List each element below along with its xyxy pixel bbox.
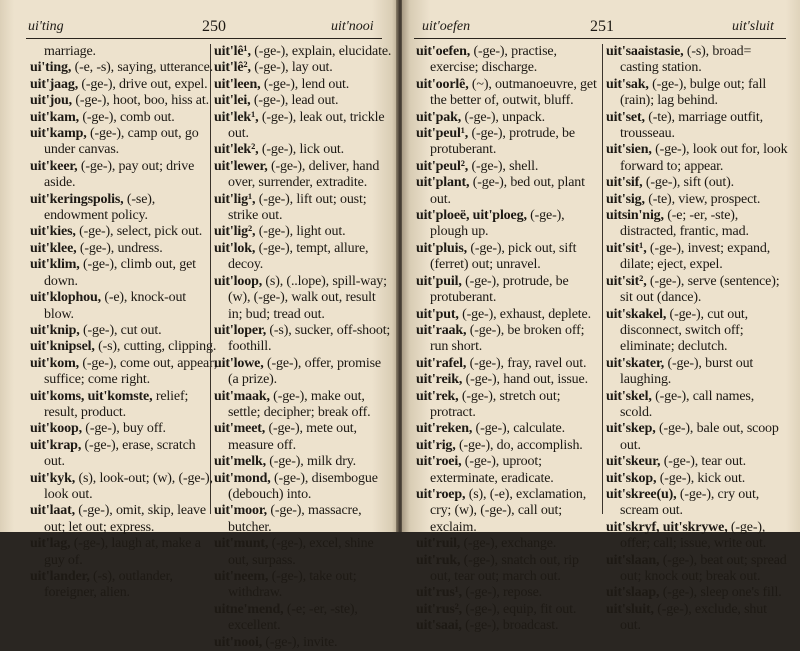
entry-definition: (-ge-), hand out, issue. (462, 372, 588, 388)
entry-definition: (-e; -er, -ste), distracted, frantic, mad. (620, 208, 749, 240)
entry-headword: uit'sif, (606, 175, 643, 191)
entry-headword: uit'puil, (416, 273, 462, 289)
entry-definition: (-ge-), uproot; exterminate, eradicate. (430, 454, 554, 486)
dictionary-entry (416, 323, 600, 356)
dictionary-entry (214, 77, 392, 93)
entry-definition: (-ge-), calculate. (472, 421, 565, 437)
entry-definition: (-ge-), take out; withdraw. (228, 569, 357, 601)
entry-definition: (-ge-), cut out. (79, 322, 162, 338)
entry-headword: uit'rafel, (416, 355, 467, 371)
entry-definition: (-s), broad= casting station. (620, 44, 752, 76)
entry-headword: uit'jaag, (30, 76, 79, 92)
entry-headword: uit'lander, (30, 569, 90, 584)
dictionary-entry (214, 241, 392, 274)
entry-definition: (-ge-), mete out, measure off. (228, 421, 357, 453)
entry-definition: (-e, -s), saying, utterance. (71, 60, 214, 76)
entry-definition: (-ge-), bed out, plant out. (430, 175, 585, 207)
dictionary-entry (416, 110, 600, 126)
entry-headword: uit'klee, (30, 240, 77, 256)
entry-headword: uit'knip, (30, 322, 80, 338)
dictionary-entry (416, 159, 600, 175)
dictionary-entry (214, 503, 392, 536)
dictionary-entry (416, 536, 600, 552)
entry-headword: uit'munt, (214, 536, 269, 552)
dictionary-entry (30, 471, 218, 504)
dictionary-entry (606, 307, 788, 356)
entry-definition: (-ge-), shell. (468, 158, 539, 174)
entry-headword: uit'neem, (214, 569, 269, 584)
entry-definition: (-ge-), omit, skip, leave out; let out; express. (44, 503, 206, 535)
entry-definition: (-ge-), lay out. (250, 60, 333, 76)
right-header-guideword-first: uit'oefen (422, 19, 471, 34)
entry-definition: (-ge-), snatch out, rip out, tear out; march out. (430, 552, 579, 584)
entry-headword: uit'sit¹, (606, 240, 647, 256)
entry-headword: uit'keer, (30, 158, 78, 174)
dictionary-entry (214, 421, 392, 454)
dictionary-entry (30, 536, 218, 569)
entry-definition: (-ge-), disembogue (debouch) into. (228, 470, 378, 502)
entry-headword: uit'peul¹, (416, 126, 469, 142)
dictionary-entry (214, 389, 392, 422)
dictionary-entry (214, 602, 392, 635)
dictionary-entry (606, 487, 788, 520)
dictionary-entry (214, 142, 392, 158)
dictionary-entry (30, 159, 218, 192)
entry-headword: ui'ting, (30, 60, 72, 76)
dictionary-entry (416, 241, 600, 274)
entry-headword: uit'rus¹, (416, 585, 463, 601)
entry-definition: (-ge-), practise, exercise; discharge. (430, 44, 557, 76)
entry-definition: (-ge-), lend out. (260, 76, 350, 92)
dictionary-entry (214, 323, 392, 356)
dictionary-entry (416, 618, 600, 634)
entry-definition: marriage. (44, 44, 96, 59)
dictionary-entry (30, 356, 218, 389)
entry-definition: (-ge-), be broken off; run short. (430, 322, 585, 355)
entry-definition: (-ge-), equip, fit out. (462, 601, 577, 617)
entry-definition: relief; result, product. (44, 388, 189, 420)
entry-definition: (-ge-), buy off. (81, 421, 166, 437)
dictionary-entry (30, 503, 218, 536)
entry-headword: uit'kies, (30, 224, 76, 240)
entry-definition: (-ge-), comb out. (78, 109, 175, 125)
dictionary-entry (416, 126, 600, 159)
dictionary-entry (606, 192, 788, 208)
entry-definition: (-ge-), offer, promise (a prize). (228, 355, 381, 388)
entry-definition: (-ge-), climb out, get down. (44, 257, 196, 289)
entry-definition: (-ge-), hoot, boo, hiss at. (71, 93, 209, 109)
entry-definition: (-ge-), look out for, look forward to; appear. (620, 142, 788, 174)
entry-definition: (-ge-), lead out. (250, 93, 339, 109)
dictionary-entry (416, 389, 600, 422)
dictionary-entry (30, 60, 218, 76)
dictionary-entry (416, 585, 600, 601)
right-page (402, 0, 800, 634)
entry-definition: (-ge-), call names, scold. (620, 388, 755, 420)
dictionary-entry (606, 553, 788, 586)
entry-headword: uit'lowe, (214, 355, 264, 371)
entry-headword: uit'melk, (214, 454, 266, 470)
dictionary-entry (606, 454, 788, 470)
dictionary-entry (416, 307, 600, 323)
entry-headword: uit'saai, (416, 618, 462, 634)
entry-definition: (-ge-), pay out; drive aside. (44, 158, 195, 191)
entry-headword: uit'sluit, (606, 601, 654, 617)
entry-definition: (-ge-), exhaust, deplete. (458, 306, 591, 322)
dictionary-entry (214, 93, 392, 109)
entry-definition: (-ge-), massacre, butcher. (228, 503, 362, 535)
entry-definition: (-ge-), laugh at, make a guy of. (44, 536, 201, 568)
entry-headword: uit'rig, (416, 437, 456, 453)
entry-definition: (-ge-), protrude, be protuberant. (430, 273, 569, 306)
dictionary-entry (214, 60, 392, 76)
entry-definition: (-ge-), beat out; spread out; knock out; break out. (620, 552, 787, 584)
left-page-header (0, 18, 398, 36)
right-column-2 (606, 44, 788, 635)
dictionary-entry (214, 192, 392, 225)
entry-headword: uit'kom, (30, 355, 79, 371)
entry-definition: (s), look-out; (w), (-ge-), look out. (44, 470, 213, 502)
dictionary-entry (30, 421, 218, 437)
entry-headword: uit'reik, (416, 372, 463, 388)
entry-headword: uit'sak, (606, 76, 649, 92)
dictionary-entry (214, 110, 392, 143)
entry-headword: uit'pluis, (416, 240, 468, 256)
dictionary-entry (214, 536, 392, 569)
entry-definition: (-se), endowment policy. (44, 191, 156, 224)
entry-definition: (-ge-), protrude, be protuberant. (430, 126, 575, 158)
dictionary-entry (214, 44, 392, 60)
entry-headword: uit'plant, (416, 175, 470, 191)
entry-headword: uit'koop, (30, 421, 82, 437)
dictionary-entry (214, 224, 392, 240)
dictionary-entry (30, 241, 218, 257)
entry-headword: uit'lê¹, (214, 44, 251, 59)
right-page-number: 251 (590, 18, 614, 35)
entry-definition: (-ge-), invite. (262, 634, 338, 650)
entry-definition: (-ge-), light out. (255, 224, 346, 240)
left-column-1 (30, 44, 218, 602)
entry-definition: (-s), sucker, off-shoot; foothill. (228, 322, 391, 355)
entry-headword: uit'koms, uit'komste, (30, 388, 153, 404)
entry-headword: uit'ploeë, uit'ploeg, (416, 208, 527, 224)
entry-headword: uit'lig², (214, 224, 256, 240)
entry-definition: (-ge-), bulge out; fall (rain); lag behind. (620, 76, 767, 109)
dictionary-entry (606, 585, 788, 601)
entry-definition: (-ge-), undress. (76, 240, 163, 256)
entry-definition: (-ge-), deliver, hand over, surrender, extradite. (228, 158, 380, 191)
right-page-header (402, 18, 800, 36)
dictionary-entry (606, 110, 788, 143)
entry-definition: (-e; -er, -ste), excellent. (228, 601, 358, 634)
dictionary-entry (606, 142, 788, 175)
dictionary-entry (606, 471, 788, 487)
dictionary-entry (30, 257, 218, 290)
right-column-divider (602, 44, 603, 514)
dictionary-entry (606, 356, 788, 389)
dictionary-entry (416, 77, 600, 110)
entry-definition: (-ge-), camp out, go under canvas. (44, 126, 199, 158)
dictionary-entry (30, 290, 218, 323)
left-header-rule (26, 38, 382, 39)
entry-headword: uit'skeur, (606, 454, 661, 470)
dictionary-entry (214, 356, 392, 389)
entry-definition: (-te), marriage outfit, trousseau. (620, 109, 763, 142)
entry-headword: uit'meet, (214, 421, 266, 437)
dictionary-entry (416, 44, 600, 77)
dictionary-entry (416, 553, 600, 586)
entry-definition: (-ge-), exclude, shut out. (620, 601, 767, 634)
entry-headword: uit'knipsel, (30, 339, 95, 355)
entry-definition: (-te), view, prospect. (644, 191, 761, 207)
entry-definition: (-ge-), pick out, sift (ferret) out; unravel. (430, 240, 577, 273)
dictionary-entry (416, 175, 600, 208)
entry-definition: (-ge-), excel, shine out, surpass. (228, 536, 374, 568)
entry-headword: uit'put, (416, 306, 459, 322)
entry-headword: uit'reken, (416, 421, 473, 437)
entry-headword: uit'skop, (606, 470, 657, 486)
entry-definition: (-ge-), explain, elucidate. (250, 44, 392, 59)
entry-definition: (-ge-), cry out, scream out. (620, 486, 760, 519)
entry-headword: uit'keringspolis, (30, 191, 124, 207)
entry-headword: uit'mond, (214, 470, 271, 486)
entry-definition: (-ge-), broadcast. (461, 618, 559, 634)
entry-headword: uit'sig, (606, 191, 645, 207)
entry-definition: (-ge-), make out, settle; decipher; break off. (228, 388, 371, 420)
entry-headword: uit'jou, (30, 93, 72, 109)
left-page (0, 0, 398, 650)
entry-headword: uit'leen, (214, 76, 261, 92)
dictionary-entry (30, 110, 218, 126)
entry-headword: uitne'mend, (214, 601, 284, 617)
entry-headword: uit'loper, (214, 322, 267, 338)
dictionary-entry (214, 274, 392, 323)
dictionary-entry (30, 339, 218, 355)
entry-definition: (-ge-), sift (out). (642, 175, 734, 191)
entry-definition: (-ge-), exchange. (460, 536, 557, 552)
entry-headword: uit'roep, (416, 486, 466, 502)
entry-definition: (-ge-), cut out, disconnect, switch off; eliminate; declutch. (620, 306, 749, 355)
dictionary-entry (214, 454, 392, 470)
dictionary-entry (606, 241, 788, 274)
entry-headword: uit'ruk, (416, 552, 461, 568)
entry-definition: (-ge-), do, accomplish. (455, 437, 583, 453)
entry-headword: uit'roei, (416, 454, 462, 470)
entry-definition: (-ge-), lick out. (258, 142, 345, 158)
entry-definition: (-ge-), fray, ravel out. (466, 355, 587, 371)
dictionary-entry (30, 93, 218, 109)
entry-definition: (-ge-), burst out laughing. (620, 355, 754, 388)
dictionary-entry (214, 635, 392, 651)
left-header-guideword-last: uit'nooi (331, 19, 374, 34)
entry-definition: (-ge-), erase, scratch out. (44, 437, 196, 470)
entry-headword: uit'skree(u), (606, 486, 677, 502)
entry-headword: uit'maak, (214, 388, 270, 404)
dictionary-entry (30, 77, 218, 93)
entry-headword: uit'klim, (30, 257, 80, 273)
entry-headword: uit'moor, (214, 503, 267, 519)
dictionary-entry (606, 208, 788, 241)
entry-headword: uit'skep, (606, 421, 656, 437)
dictionary-entry (416, 454, 600, 487)
dictionary-entry (606, 421, 788, 454)
entry-definition: (-ge-), tear out. (660, 454, 746, 470)
dictionary-entry (606, 520, 788, 553)
entry-definition: (-ge-), unpack. (461, 109, 545, 125)
entry-headword: uit'lê², (214, 60, 251, 76)
entry-headword: uit'klophou, (30, 290, 101, 306)
dictionary-entry (416, 438, 600, 454)
entry-headword: uit'oorlê, (416, 76, 469, 92)
entry-definition: (-ge-), stretch out; protract. (430, 388, 561, 420)
dictionary-entry (214, 471, 392, 504)
entry-definition: (-ge-), offer; call; issue, write out. (620, 519, 767, 552)
entry-definition: (-ge-), drive out, expel. (78, 76, 208, 92)
dictionary-entry (606, 602, 788, 635)
entry-definition: (-ge-), kick out. (656, 470, 746, 486)
entry-definition: (-ge-), select, pick out. (75, 224, 203, 240)
entry-headword: uit'krap, (30, 437, 82, 453)
entry-definition: (-ge-), come out, appear; suffice; come right. (44, 355, 218, 388)
left-column-2 (214, 44, 392, 651)
dictionary-entry (606, 44, 788, 77)
dictionary-entry (606, 274, 788, 307)
dictionary-entry (30, 438, 218, 471)
dictionary-entry (30, 224, 218, 240)
entry-headword: uit'laat, (30, 503, 75, 519)
left-page-number: 250 (202, 18, 226, 35)
entry-headword: uit'lek¹, (214, 109, 259, 125)
dictionary-entry (416, 274, 600, 307)
entry-definition: (-ge-), leak out, trickle out. (228, 109, 385, 142)
left-header-guideword-first: ui'ting (28, 19, 64, 34)
entry-headword: uit'skryf, uit'skrywe, (606, 519, 728, 535)
entry-headword: uit'skel, (606, 388, 652, 404)
dictionary-entry (416, 372, 600, 388)
entry-headword: uit'rek, (416, 388, 459, 404)
entry-headword: uit'sit², (606, 273, 647, 289)
dictionary-entry (30, 126, 218, 159)
entry-definition: (-ge-), bale out, scoop out. (620, 421, 779, 453)
dictionary-entry (214, 159, 392, 192)
left-column-divider (210, 44, 211, 514)
entry-headword: uit'lag, (30, 536, 71, 552)
entry-definition: (-ge-), repose. (462, 585, 543, 601)
entry-headword: uit'set, (606, 109, 645, 125)
entry-definition: (-s), cutting, clipping. (94, 339, 217, 355)
entry-definition: (-ge-), serve (sentence); sit out (dance). (620, 273, 780, 306)
entry-headword: uit'lei, (214, 93, 251, 109)
entry-definition: (-e), knock-out blow. (44, 290, 187, 322)
dictionary-entry (30, 44, 218, 60)
entry-headword: uit'rus², (416, 601, 463, 617)
dictionary-entry (416, 208, 600, 241)
entry-headword: uit'peul², (416, 158, 469, 174)
dictionary-entry (30, 389, 218, 422)
entry-headword: uit'slaan, (606, 552, 660, 568)
entry-definition: (s), (..lope), spill-way; (w), (-ge-), walk out, result in; bud; tread out. (228, 273, 387, 322)
entry-headword: uit'loop, (214, 273, 263, 289)
dictionary-entry (30, 569, 218, 602)
dictionary-entry (416, 421, 600, 437)
entry-headword: uit'nooi, (214, 634, 263, 650)
entry-definition: (-ge-), invest; expand, dilate; eject, expel. (620, 240, 771, 273)
entry-headword: uit'pak, (416, 109, 462, 125)
dictionary-entry (30, 192, 218, 225)
entry-definition: (-s), outlander, foreigner, alien. (44, 569, 173, 601)
entry-headword: uit'sien, (606, 142, 652, 158)
dictionary-entry (416, 487, 600, 536)
entry-headword: uit'ruil, (416, 536, 461, 552)
entry-headword: uit'slaap, (606, 585, 660, 601)
entry-headword: uit'lok, (214, 240, 256, 256)
right-header-rule (414, 38, 786, 39)
entry-headword: uit'skater, (606, 355, 665, 371)
dictionary-entry (606, 175, 788, 191)
dictionary-entry (606, 77, 788, 110)
entry-headword: uit'kyk, (30, 470, 76, 486)
right-column-1 (416, 44, 600, 635)
entry-headword: uit'lig¹, (214, 191, 256, 207)
entry-definition: (-ge-), milk dry. (265, 454, 357, 470)
dictionary-entry (30, 323, 218, 339)
dictionary-entry (606, 389, 788, 422)
entry-headword: uit'saaistasie, (606, 44, 684, 59)
entry-definition: (~), outmanoeuvre, get the better of, outwit, bluff. (430, 76, 597, 109)
entry-definition: (-ge-), tempt, allure, decoy. (228, 240, 369, 273)
entry-headword: uit'oefen, (416, 44, 471, 59)
entry-definition: (-ge-), sleep one's fill. (659, 585, 782, 601)
entry-headword: uit'kam, (30, 109, 79, 125)
entry-headword: uit'lewer, (214, 158, 268, 174)
entry-headword: uit'lek², (214, 142, 259, 158)
entry-headword: uit'skakel, (606, 306, 667, 322)
dictionary-entry (416, 356, 600, 372)
entry-headword: uit'raak, (416, 322, 467, 338)
entry-headword: uitsin'nig, (606, 208, 664, 224)
dictionary-entry (416, 602, 600, 618)
entry-definition: (-ge-), plough up. (430, 208, 565, 240)
entry-definition: (s), (-e), exclamation, cry; (w), (-ge-), call out; exclaim. (430, 486, 587, 535)
entry-definition: (-ge-), lift out; oust; strike out. (228, 191, 367, 224)
entry-headword: uit'kamp, (30, 126, 87, 142)
dictionary-entry (214, 569, 392, 602)
right-header-guideword-last: uit'sluit (732, 19, 774, 34)
